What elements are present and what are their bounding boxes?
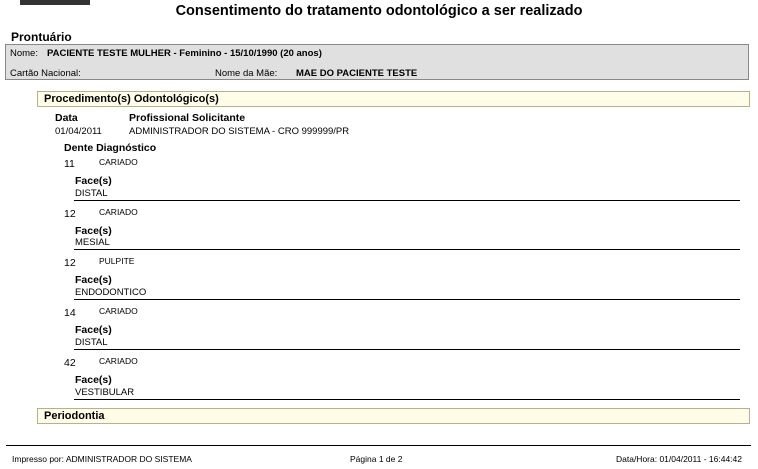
dente-number: 42	[64, 357, 76, 369]
impresso-por: Impresso por: ADMINISTRADOR DO SISTEMA	[12, 454, 192, 464]
faces-label: Face(s)	[75, 175, 112, 187]
data-header: Data	[55, 112, 78, 124]
patient-info-box	[5, 44, 749, 80]
faces-label: Face(s)	[75, 225, 112, 237]
divider	[74, 200, 740, 201]
face-value: ENDODONTICO	[75, 287, 147, 298]
dente-number: 14	[64, 307, 76, 319]
dente-number: 12	[64, 208, 76, 220]
dente-number: 12	[64, 257, 76, 269]
mae-label: Nome da Mãe:	[215, 68, 278, 79]
divider	[74, 349, 740, 350]
nome-label: Nome:	[10, 48, 38, 59]
faces-label: Face(s)	[75, 374, 112, 386]
cartao-label: Cartão Nacional:	[10, 68, 81, 79]
diagnostico: CARIADO	[99, 157, 138, 167]
diagnostico: PULPITE	[99, 256, 135, 266]
prontuario-label: Prontuário	[11, 30, 72, 44]
mae-value: MAE DO PACIENTE TESTE	[296, 68, 418, 79]
dente-number: 11	[64, 158, 75, 170]
procedimentos-header: Procedimento(s) Odontológico(s)	[37, 91, 750, 107]
face-value: DISTAL	[75, 337, 108, 348]
profissional-value: ADMINISTRADOR DO SISTEMA - CRO 999999/PR	[129, 126, 350, 137]
faces-label: Face(s)	[75, 274, 112, 286]
page-title: Consentimento do tratamento odontológico a ser realizado	[175, 3, 583, 19]
face-value: DISTAL	[75, 188, 108, 199]
periodontia-header: Periodontia	[37, 408, 750, 424]
profissional-header: Profissional Solicitante	[129, 112, 246, 124]
face-value: VESTIBULAR	[75, 387, 135, 398]
face-value: MESIAL	[75, 237, 110, 248]
footer-divider	[6, 445, 751, 446]
divider	[74, 249, 740, 250]
diagnostico: CARIADO	[99, 356, 138, 366]
diagnostico: CARIADO	[99, 207, 138, 217]
divider	[74, 299, 740, 300]
diagnostico: CARIADO	[99, 306, 138, 316]
faces-label: Face(s)	[75, 324, 112, 336]
page-number: Página 1 de 2	[350, 454, 403, 464]
datetime: Data/Hora: 01/04/2011 - 16:44:42	[615, 454, 742, 464]
divider	[74, 399, 740, 400]
nome-value: PACIENTE TESTE MULHER - Feminino - 15/10/1990 (20 anos)	[47, 48, 322, 59]
dente-diagnostico-header: Dente Diagnóstico	[64, 142, 157, 154]
data-value: 01/04/2011	[55, 126, 102, 137]
